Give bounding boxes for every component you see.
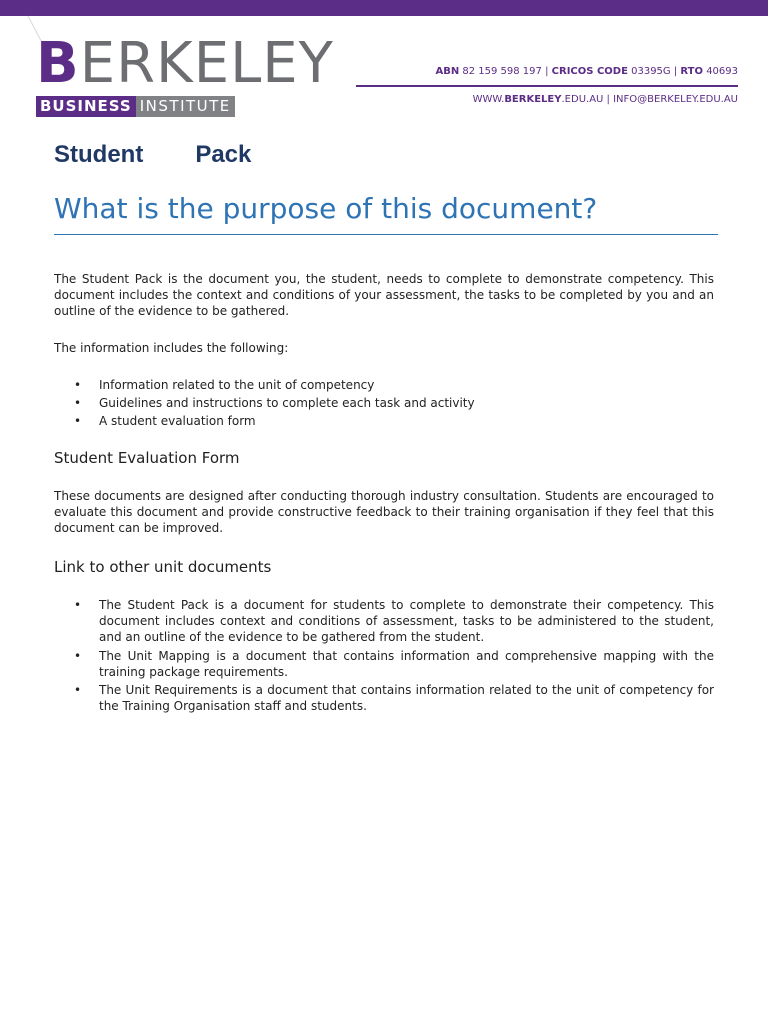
registration-info [435,66,738,77]
bullet-icon: • [74,396,82,410]
separator: | [673,66,678,77]
info-intro: The information includes the following: [54,341,289,355]
cricos-value: 03395G [631,66,671,77]
document-purpose-heading: What is the purpose of this document? [54,192,598,225]
logo-letters: ERKELEY [79,31,334,96]
list-item [54,682,714,714]
logo-institute: INSTITUTE [136,96,235,117]
intro-paragraph: The Student Pack is the document you, the student, needs to complete to demonstrate competency. This document includes the context and conditions of your assessment, the tasks to be completed by you and an outline of the evidence to be gathered. [54,272,714,319]
berkeley-logo [36,31,356,120]
web-prefix: WWW. [472,94,505,105]
list-item-text: A student evaluation form [99,414,256,428]
list-item-text: Information related to the unit of competency [99,378,375,392]
bullet-icon: • [74,648,82,663]
link-heading: Link to other unit documents [54,558,272,576]
pack-title-word1: Student [54,141,144,168]
rto-label: RTO [680,66,703,77]
logo-wordmark [36,31,334,96]
cricos-label: CRICOS CODE [551,66,628,77]
contact-info [473,94,738,105]
rto-value: 40693 [706,66,738,77]
list-item-text: The Unit Requirements is a document that contains information related to the unit of competency for the Training Organisation staff and students. [99,683,714,714]
pack-title-word2: Pack [195,141,252,168]
header-divider [356,85,738,87]
list-item-text: The Unit Mapping is a document that contains information and comprehensive mapping with the training package requirements. [99,648,714,679]
info-list [54,376,714,430]
separator: | [545,66,549,77]
list-item [54,648,714,680]
list-item [54,376,714,394]
abn-label: ABN [435,66,460,77]
logo-subtitle [36,96,235,117]
logo-letter-b: B [36,31,80,96]
bullet-icon: • [74,683,82,698]
web-bold: BERKELEY [504,94,562,105]
pack-title [54,141,251,169]
list-item-text: Guidelines and instructions to complete each task and activity [99,396,475,410]
evaluation-heading: Student Evaluation Form [54,449,240,467]
logo-business: BUSINESS [36,96,136,117]
evaluation-paragraph: These documents are designed after conducting thorough industry consultation. Students are encouraged to evaluate this document and provide constructive feedback to their training organisation if they feel that this document can be improved. [54,489,714,536]
abn-value: 82 159 598 197 [462,66,542,77]
bullet-icon: • [74,414,82,428]
email-link[interactable]: INFO@BERKELEY.EDU.AU [613,94,738,105]
documents-list [54,597,714,714]
list-item [54,394,714,412]
top-brand-bar [0,0,768,16]
list-item-text: The Student Pack is a document for students to complete to demonstrate their competency. This document includes context and conditions of assessment, tasks to be administered to the student, and an outline of the evidence to be gathered from the student. [99,598,714,645]
list-item [54,412,714,430]
list-item [54,597,714,646]
website-link[interactable] [473,94,604,105]
heading-underline [54,234,718,235]
bullet-icon: • [74,598,82,612]
bullet-icon: • [74,378,82,392]
separator: | [606,94,610,105]
web-suffix: .EDU.AU [561,94,604,105]
